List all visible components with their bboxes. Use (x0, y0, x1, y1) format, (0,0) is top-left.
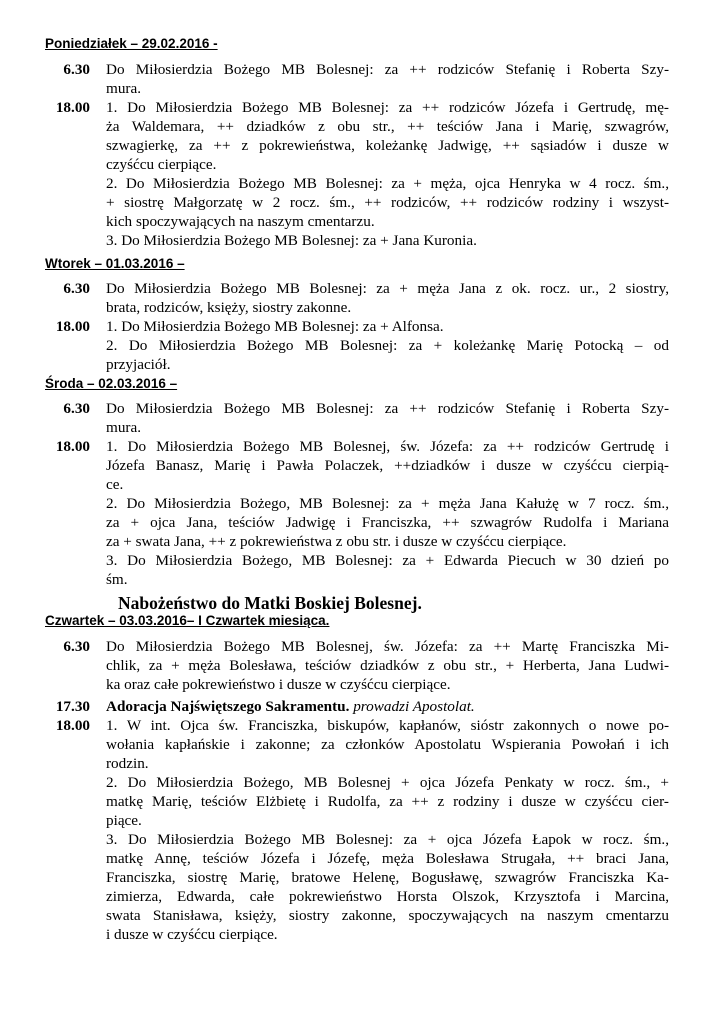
intention-line: 1. Do Miłosierdzia Bożego MB Bolesnej: za + Alfonsa. (106, 318, 444, 335)
mass-intention (106, 399, 669, 437)
mass-intention (106, 317, 669, 374)
adoration-entry (106, 697, 669, 716)
intention-line: 3. Do Miłosierdzia Bożego, MB Bolesnej: za + Edwarda Piecuch w 30 dzień po (106, 552, 669, 569)
intention-line: 2. Do Miłosierdzia Bożego, MB Bolesnej: za + męża Jana Kałużę w 7 rocz. śm., (106, 495, 669, 512)
intention-line: Do Miłosierdzia Bożego MB Bolesnej: za ++ rodziców Stefanię i Roberta Szy- (106, 61, 669, 78)
day-heading-tuesday: Wtorek – 01.03.2016 – (45, 256, 185, 271)
mass-time: 18.00 (55, 99, 90, 116)
mass-time: 6.30 (63, 61, 90, 78)
mass-time: 6.30 (63, 280, 90, 297)
mass-intention (106, 437, 669, 589)
intention-line: 2. Do Miłosierdzia Bożego, MB Bolesnej + ojca Józefa Penkaty w rocz. śm., + (106, 774, 669, 791)
intention-line: mura. (106, 80, 142, 97)
intention-line: wołania kapłańskie i zakonne; za członków Apostolatu Wspierania Powołań i ich (106, 736, 669, 753)
intention-line: + siostrę Małgorzatę w 2 rocz. śm., ++ rodziców, ++ rodziców rodziny i wszyst- (106, 194, 669, 211)
intention-line: 1. Do Miłosierdzia Bożego MB Bolesnej: za ++ rodziców Józefa i Gertrudę, mę- (106, 99, 669, 116)
intention-line: Do Miłosierdzia Bożego MB Bolesnej, św. Józefa: za ++ Martę Franciszka Mi- (106, 638, 669, 655)
intention-line: 1. W int. Ojca św. Franciszka, biskupów, kapłanów, sióstr zakonnych o nowe po- (106, 717, 669, 734)
mass-time: 6.30 (63, 638, 90, 655)
intention-line: ża Waldemara, ++ dziadków z obu str., ++ teściów Jana i Marię, szwagrów, (106, 118, 669, 135)
intention-line: za + ojca Jana, teściów Jadwigę i Franciszka, ++ szwagrów Rudolfa i Mariana (106, 514, 669, 531)
intention-line: ka oraz całe pokrewieństwo i dusze w czyśćcu cierpiące. (106, 676, 451, 693)
intention-line: 3. Do Miłosierdzia Bożego MB Bolesnej: za + ojca Józefa Łapok w rocz. śm., (106, 831, 669, 848)
intention-line: śm. (106, 571, 128, 588)
intention-line: piące. (106, 812, 142, 829)
mass-time: 18.00 (55, 438, 90, 455)
mass-time: 18.00 (55, 717, 90, 734)
mass-intention (106, 98, 669, 250)
devotion-title: Nabożeństwo do Matki Boskiej Bolesnej. (118, 593, 422, 613)
intention-line: brata, rodziców, księży, siostry zakonne. (106, 299, 352, 316)
adoration-line (106, 697, 669, 716)
adoration-leader: prowadzi Apostolat. (353, 698, 475, 715)
mass-intention (106, 60, 669, 98)
intention-line: 2. Do Miłosierdzia Bożego MB Bolesnej: za + koleżankę Marię Potocką – od (106, 337, 669, 354)
intention-line: i dusze w czyśćcu cierpiące. (106, 926, 278, 943)
mass-time: 6.30 (63, 400, 90, 417)
intention-line: szwagierkę, za ++ z pokrewieństwa, koleżankę Jadwigę, ++ sąsiadów i dusze w (106, 137, 669, 154)
mass-intention (106, 637, 669, 694)
day-heading-wednesday: Środa – 02.03.2016 – (45, 376, 178, 391)
intention-line: kich spoczywających na naszym cmentarzu. (106, 213, 375, 230)
intention-line: swata Stanisława, księży, siostry zakonne, spoczywających na naszym cmentarzu (106, 907, 669, 924)
intention-line: matkę Marię, teściów Elżbietę i Rudolfa, za ++ z rodziny i dusze w czyśćcu cier- (106, 793, 669, 810)
mass-time: 18.00 (55, 318, 90, 335)
intention-line: zimierza, Edwarda, całe pokrewieństwo Horsta Olszok, Krzysztofa i Marcina, (106, 888, 669, 905)
intention-line: 2. Do Miłosierdzia Bożego MB Bolesnej: za + męża, ojca Henryka w 4 rocz. śm., (106, 175, 669, 192)
mass-intention (106, 279, 669, 317)
intention-line: Do Miłosierdzia Bożego MB Bolesnej: za + męża Jana z ok. rocz. ur., 2 siostry, (106, 280, 669, 297)
intention-line: Józefa Banasz, Marię i Pawła Polaczek, ++dziadków i dusze w czyśćcu cierpią- (106, 457, 669, 474)
day-heading-thursday: Czwartek – 03.03.2016– I Czwartek miesiąca. (45, 613, 330, 628)
intention-line: za + swata Jana, ++ z pokrewieństwa z obu str. i dusze w czyśćcu cierpiące. (106, 533, 567, 550)
intention-line: rodzin. (106, 755, 149, 772)
intention-line: Do Miłosierdzia Bożego MB Bolesnej: za ++ rodziców Stefanię i Roberta Szy- (106, 400, 669, 417)
intention-line: matkę Annę, teściów Józefa i Józefę, męża Bolesława Strugała, ++ braci Jana, (106, 850, 669, 867)
intention-line: chlik, za + męża Bolesława, teściów dziadków z obu str., + Herberta, Jana Ludwi- (106, 657, 669, 674)
intention-line: mura. (106, 419, 142, 436)
intention-line: Franciszka, siostrę Marię, bratowe Helenę, Bogusławę, szwagrów Franciszka Ka- (106, 869, 669, 886)
mass-time: 17.30 (55, 698, 90, 715)
mass-intention (106, 716, 669, 944)
adoration-title: Adoracja Najświętszego Sakramentu. (106, 698, 350, 715)
day-heading-monday: Poniedziałek – 29.02.2016 - (45, 36, 218, 51)
intention-line: czyśćcu cierpiące. (106, 156, 217, 173)
intention-line: przyjaciół. (106, 356, 171, 373)
intention-line: ce. (106, 476, 124, 493)
intention-line: 1. Do Miłosierdzia Bożego MB Bolesnej, św. Józefa: za ++ rodziców Gertrudę i (106, 438, 669, 455)
intention-line: 3. Do Miłosierdzia Bożego MB Bolesnej: za + Jana Kuronia. (106, 232, 477, 249)
